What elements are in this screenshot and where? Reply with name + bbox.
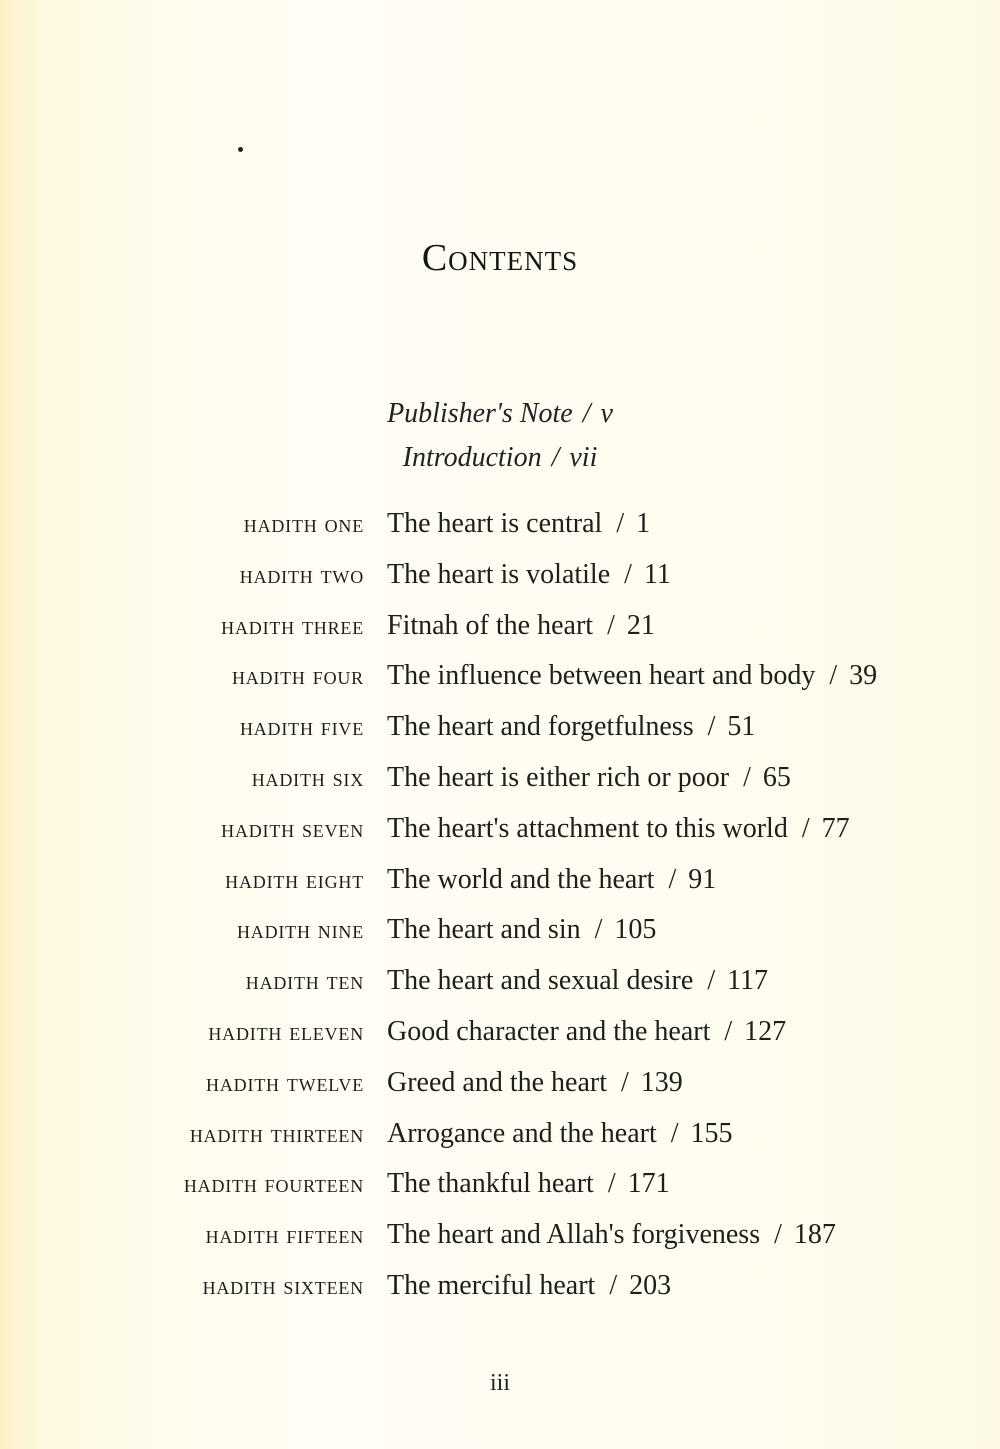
chapter-entry: [387, 1067, 683, 1099]
separator: /: [774, 1219, 782, 1250]
front-matter-title: Publisher's Note: [387, 398, 573, 429]
chapter-label: hadith twelve: [206, 1070, 364, 1097]
toc-row[interactable]: [0, 1067, 1000, 1107]
separator: /: [607, 1168, 616, 1199]
toc-row[interactable]: [0, 610, 1000, 650]
chapter-page: 187: [793, 1219, 836, 1250]
chapter-label: hadith sixteen: [202, 1273, 364, 1300]
separator: /: [616, 508, 625, 539]
chapter-title: The heart and Allah's forgiveness: [387, 1219, 761, 1250]
chapter-page: 139: [640, 1067, 683, 1098]
chapter-page: 39: [849, 660, 878, 691]
separator: /: [551, 442, 560, 473]
front-matter-item[interactable]: [0, 398, 1000, 430]
separator: /: [609, 1270, 618, 1301]
chapter-label: hadith five: [239, 714, 364, 741]
front-matter-page: vii: [569, 442, 598, 473]
page-title: Contents: [421, 237, 579, 279]
chapter-entry: [387, 660, 877, 692]
chapter-entry: [387, 559, 671, 591]
chapter-label: hadith six: [251, 765, 364, 792]
chapter-page: 1: [636, 508, 651, 539]
separator: /: [801, 813, 810, 844]
separator: /: [743, 762, 751, 793]
separator: /: [594, 914, 603, 945]
chapter-entry: [387, 1270, 671, 1302]
chapter-title: The heart and sin: [387, 914, 581, 945]
chapter-page: 11: [643, 559, 671, 590]
chapter-page: 117: [727, 965, 769, 996]
chapter-page: 155: [690, 1118, 733, 1149]
separator: /: [668, 864, 677, 895]
chapter-page: 105: [614, 914, 657, 945]
chapter-label: hadith four: [231, 663, 364, 690]
chapter-entry: [387, 965, 768, 997]
chapter-title: The heart's attachment to this world: [387, 813, 788, 844]
chapter-label: hadith eleven: [208, 1019, 364, 1046]
chapter-title: The heart is central: [387, 508, 603, 539]
separator: /: [624, 559, 632, 590]
print-speck: [238, 147, 243, 152]
chapter-page: 51: [727, 711, 756, 742]
chapter-title: Fitnah of the heart: [387, 610, 594, 641]
chapter-label: hadith two: [239, 562, 364, 589]
chapter-title: The merciful heart: [387, 1270, 596, 1301]
toc-row[interactable]: [0, 1118, 1000, 1158]
toc-row[interactable]: [0, 813, 1000, 853]
toc-row[interactable]: [0, 711, 1000, 751]
separator: /: [621, 1067, 629, 1098]
chapter-entry: [387, 762, 791, 794]
chapter-title: The heart and forgetfulness: [387, 711, 694, 742]
chapter-entry: [387, 1219, 836, 1251]
chapter-entry: [387, 711, 755, 743]
chapter-title: The thankful heart: [387, 1168, 594, 1199]
toc-row[interactable]: [0, 1270, 1000, 1310]
chapter-entry: [387, 508, 650, 540]
separator: /: [707, 711, 716, 742]
chapter-entry: [387, 610, 655, 642]
separator: /: [707, 965, 716, 996]
chapter-entry: [387, 813, 850, 845]
chapter-title: The heart and sexual desire: [387, 965, 694, 996]
front-matter-page: v: [600, 398, 613, 429]
separator: /: [582, 398, 591, 429]
chapter-page: 91: [688, 864, 717, 895]
chapter-page: 171: [627, 1168, 670, 1199]
chapter-page: 21: [626, 610, 655, 641]
chapter-page: 203: [629, 1270, 672, 1301]
chapter-title: Arrogance and the heart: [387, 1118, 657, 1149]
chapter-entry: [387, 914, 656, 946]
chapter-title: The world and the heart: [387, 864, 655, 895]
toc-row[interactable]: [0, 1219, 1000, 1259]
toc-row[interactable]: [0, 762, 1000, 802]
chapter-page: 77: [821, 813, 850, 844]
chapter-label: hadith thirteen: [189, 1121, 364, 1148]
chapter-title: The heart is volatile: [387, 559, 611, 590]
chapter-page: 65: [762, 762, 791, 793]
chapter-label: hadith ten: [245, 968, 364, 995]
toc-row[interactable]: [0, 1168, 1000, 1208]
chapter-label: hadith fifteen: [205, 1222, 364, 1249]
front-matter-item[interactable]: [0, 442, 1000, 474]
chapter-label: hadith eight: [225, 867, 364, 894]
separator: /: [607, 610, 615, 641]
separator: /: [724, 1016, 733, 1047]
chapter-title: Good character and the heart: [387, 1016, 711, 1047]
toc-row[interactable]: [0, 508, 1000, 548]
chapter-title: The influence between heart and body: [387, 660, 816, 691]
chapter-label: hadith fourteen: [183, 1171, 364, 1198]
toc-row[interactable]: [0, 660, 1000, 700]
chapter-entry: [387, 1016, 786, 1048]
chapter-page: 127: [744, 1016, 787, 1047]
chapter-label: hadith three: [221, 613, 364, 640]
separator: /: [829, 660, 838, 691]
toc-row[interactable]: [0, 559, 1000, 599]
chapter-label: hadith nine: [236, 917, 364, 944]
chapter-label: hadith seven: [221, 816, 364, 843]
chapter-entry: [387, 1168, 670, 1200]
chapter-label: hadith one: [243, 511, 364, 538]
toc-row[interactable]: [0, 864, 1000, 904]
chapter-title: Greed and the heart: [387, 1067, 607, 1098]
toc-row[interactable]: [0, 965, 1000, 1005]
page-number: iii: [489, 1370, 510, 1396]
toc-row[interactable]: [0, 914, 1000, 954]
separator: /: [670, 1118, 679, 1149]
chapter-entry: [387, 1118, 733, 1150]
chapter-title: The heart is either rich or poor: [387, 762, 730, 793]
chapter-entry: [387, 864, 716, 896]
toc-row[interactable]: [0, 1016, 1000, 1056]
front-matter-title: Introduction: [402, 442, 542, 473]
